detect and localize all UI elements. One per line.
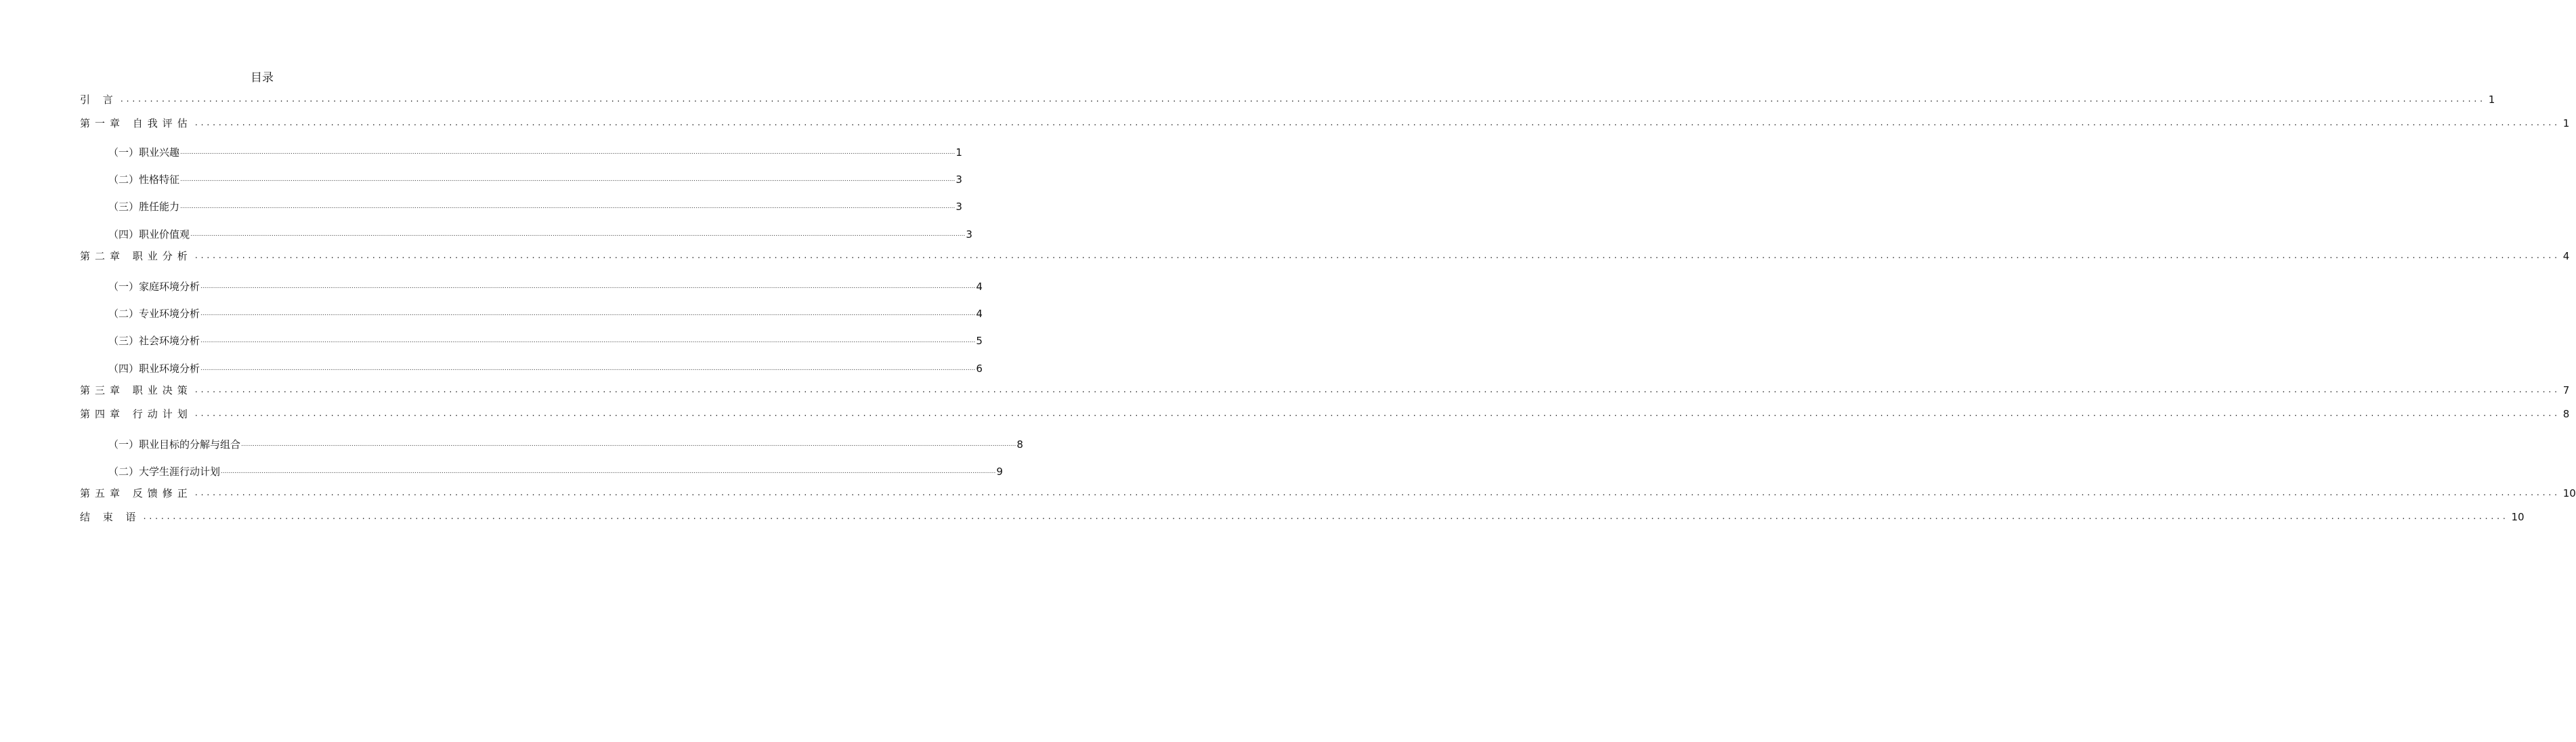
toc-entry-page-number: 10 (2511, 511, 2525, 523)
toc-section-entry[interactable] (108, 438, 1023, 451)
toc-entry-label: （二）大学生涯行动计划 (108, 466, 221, 478)
toc-section-entry[interactable] (108, 307, 983, 321)
toc-dot-leader: ................................................................................................................................................................................................................................................................................................................................................................................................................ (194, 488, 2560, 498)
toc-entry-label: （一）职业兴趣 (108, 146, 180, 159)
toc-entry-label: （二）专业环境分析 (108, 308, 200, 320)
toc-dot-leader: ................................................................................................................................................................................................................................................................................................................................................................................................................ (120, 94, 2486, 104)
toc-entry-page-number: 3 (956, 201, 962, 213)
toc-section-entry[interactable] (108, 362, 983, 375)
toc-entry-page-number: 5 (976, 335, 983, 347)
toc-dot-leader: ................................................................................................................................................................................................................................................................................................................................................................................................................ (180, 149, 956, 156)
toc-section-entry[interactable] (108, 200, 962, 213)
toc-entry-label: （一）家庭环境分析 (108, 281, 200, 293)
toc-dot-leader: ................................................................................................................................................................................................................................................................................................................................................................................................................ (200, 337, 976, 344)
toc-section-entry[interactable] (108, 146, 962, 159)
toc-chapter-entry[interactable] (80, 93, 2495, 106)
toc-section-entry[interactable] (108, 228, 972, 241)
toc-dot-leader: ................................................................................................................................................................................................................................................................................................................................................................................................................ (194, 409, 2560, 419)
toc-dot-leader: ................................................................................................................................................................................................................................................................................................................................................................................................................ (190, 231, 966, 238)
toc-entry-label: 第四章 行动计划 (80, 408, 192, 420)
toc-dot-leader: ................................................................................................................................................................................................................................................................................................................................................................................................................ (200, 310, 976, 317)
toc-section-entry[interactable] (108, 465, 1003, 478)
toc-entry-label: 结 束 语 (80, 511, 141, 523)
toc-entry-page-number: 9 (996, 466, 1003, 478)
toc-chapter-entry[interactable] (80, 487, 2576, 500)
toc-entry-page-number: 1 (956, 146, 962, 159)
toc-dot-leader: ................................................................................................................................................................................................................................................................................................................................................................................................................ (194, 385, 2560, 395)
toc-section-entry[interactable] (108, 173, 962, 186)
toc-chapter-entry[interactable] (80, 249, 2570, 263)
toc-chapter-entry[interactable] (80, 117, 2570, 130)
toc-entry-label: （三）社会环境分析 (108, 335, 200, 347)
toc-entry-label: 引 言 (80, 94, 118, 106)
toc-entry-label: 第二章 职业分析 (80, 250, 192, 262)
toc-entry-label: 第一章 自我评估 (80, 117, 192, 129)
toc-chapter-entry[interactable] (80, 510, 2525, 524)
toc-entry-page-number: 4 (976, 308, 983, 320)
toc-entry-page-number: 1 (2562, 117, 2570, 129)
toc-entry-page-number: 4 (2562, 250, 2570, 262)
toc-chapter-entry[interactable] (80, 407, 2570, 421)
toc-dot-leader: ................................................................................................................................................................................................................................................................................................................................................................................................................ (194, 118, 2560, 128)
toc-dot-leader: ................................................................................................................................................................................................................................................................................................................................................................................................................ (194, 251, 2560, 261)
toc-entry-page-number: 3 (956, 173, 962, 186)
toc-entry-page-number: 1 (2488, 94, 2495, 106)
toc-entry-label: （二）性格特征 (108, 173, 180, 186)
toc-entry-page-number: 8 (2562, 408, 2570, 420)
toc-entry-label: （一）职业目标的分解与组合 (108, 438, 241, 451)
toc-dot-leader: ................................................................................................................................................................................................................................................................................................................................................................................................................ (180, 203, 956, 210)
toc-entry-label: （四）职业环境分析 (108, 363, 200, 375)
toc-section-entry[interactable] (108, 334, 983, 348)
toc-entry-label: 第三章 职业决策 (80, 384, 192, 396)
toc-dot-leader: ................................................................................................................................................................................................................................................................................................................................................................................................................ (200, 283, 976, 290)
toc-entry-label: （三）胜任能力 (108, 201, 180, 213)
toc-entry-page-number: 3 (966, 228, 972, 241)
toc-entry-page-number: 10 (2562, 487, 2576, 499)
toc-dot-leader: ................................................................................................................................................................................................................................................................................................................................................................................................................ (143, 512, 2509, 522)
toc-entry-page-number: 4 (976, 281, 983, 293)
toc-entry-label: 第五章 反馈修正 (80, 487, 192, 499)
toc-dot-leader: ................................................................................................................................................................................................................................................................................................................................................................................................................ (180, 176, 956, 183)
toc-title: 目录 (251, 71, 274, 85)
toc-dot-leader: ................................................................................................................................................................................................................................................................................................................................................................................................................ (221, 468, 996, 475)
toc-chapter-entry[interactable] (80, 384, 2570, 397)
toc-entry-page-number: 7 (2562, 384, 2570, 396)
toc-entry-label: （四）职业价值观 (108, 228, 190, 241)
toc-section-entry[interactable] (108, 280, 983, 293)
toc-dot-leader: ................................................................................................................................................................................................................................................................................................................................................................................................................ (200, 365, 976, 372)
toc-entry-page-number: 8 (1016, 438, 1023, 451)
toc-dot-leader: ................................................................................................................................................................................................................................................................................................................................................................................................................ (241, 441, 1016, 448)
toc-entry-page-number: 6 (976, 363, 983, 375)
